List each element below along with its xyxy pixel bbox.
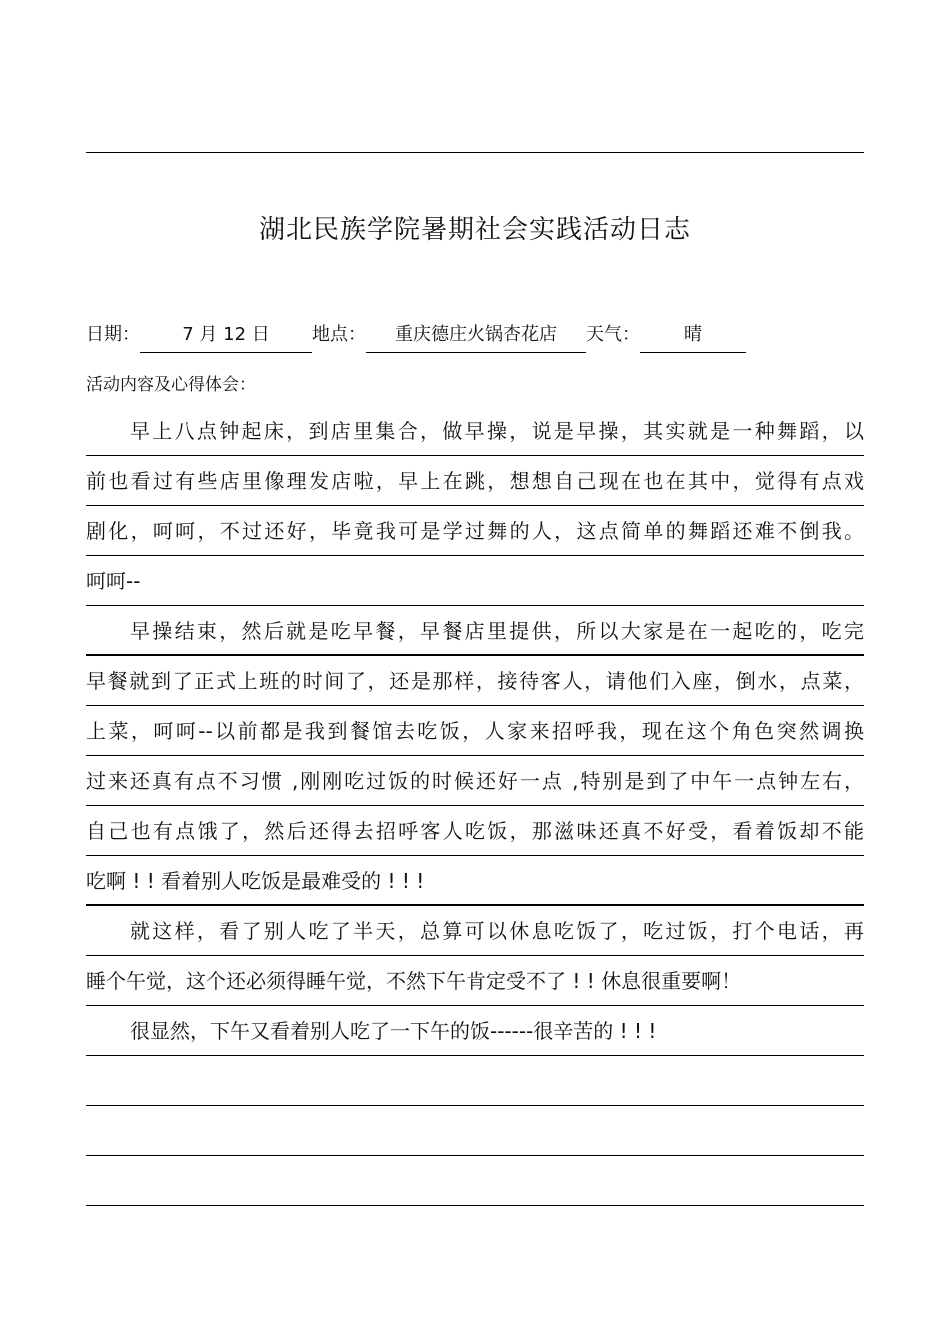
weather-label: 天气： — [586, 324, 640, 345]
blank-line — [86, 1056, 864, 1106]
blank-line — [86, 1156, 864, 1206]
content-line: 早上八点钟起床，到店里集合，做早操，说是早操，其实就是一种舞蹈，以 — [86, 406, 864, 456]
content-line: 前也看过有些店里像理发店啦，早上在跳，想想自己现在也在其中，觉得有点戏 — [86, 456, 864, 506]
content-line: 过来还真有点不习惯 ,刚刚吃过饭的时候还好一点 ,特别是到了中午一点钟左右， — [86, 756, 864, 806]
place-field: 重庆德庄火锅杏花店 — [366, 318, 586, 353]
content-line: 就这样，看了别人吃了半天，总算可以休息吃饭了，吃过饭，打个电话，再 — [86, 906, 864, 956]
place-label: 地点： — [312, 324, 366, 345]
section-label: 活动内容及心得体会： — [86, 375, 256, 395]
content-line: 自己也有点饿了，然后还得去招呼客人吃饭，那滋味还真不好受，看着饭却不能 — [86, 806, 864, 856]
date-label: 日期： — [86, 324, 140, 345]
date-field: 7 月 12 日 — [140, 318, 312, 353]
content-line: 呵呵-- — [86, 556, 864, 606]
content-line: 吃啊 ! ! 看着别人吃饭是最难受的 ! ! ! — [86, 856, 864, 906]
content-lines — [86, 406, 864, 1206]
content-line: 早餐就到了正式上班的时间了，还是那样，接待客人，请他们入座，倒水，点菜， — [86, 656, 864, 706]
weather-field: 晴 — [640, 318, 746, 353]
top-rule — [86, 152, 864, 153]
content-line: 早操结束，然后就是吃早餐，早餐店里提供，所以大家是在一起吃的，吃完 — [86, 606, 864, 656]
content-line: 上菜，呵呵--以前都是我到餐馆去吃饭，人家来招呼我，现在这个角色突然调换 — [86, 706, 864, 756]
content-line: 很显然，下午又看着别人吃了一下午的饭------很辛苦的 ! ! ! — [86, 1006, 864, 1056]
content-line: 剧化，呵呵，不过还好，毕竟我可是学过舞的人，这点简单的舞蹈还难不倒我。 — [86, 506, 864, 556]
meta-row — [86, 318, 864, 352]
blank-line — [86, 1106, 864, 1156]
page-title: 湖北民族学院暑期社会实践活动日志 — [258, 215, 691, 245]
content-line: 睡个午觉，这个还必须得睡午觉，不然下午肯定受不了 ! ! 休息很重要啊！ — [86, 956, 864, 1006]
